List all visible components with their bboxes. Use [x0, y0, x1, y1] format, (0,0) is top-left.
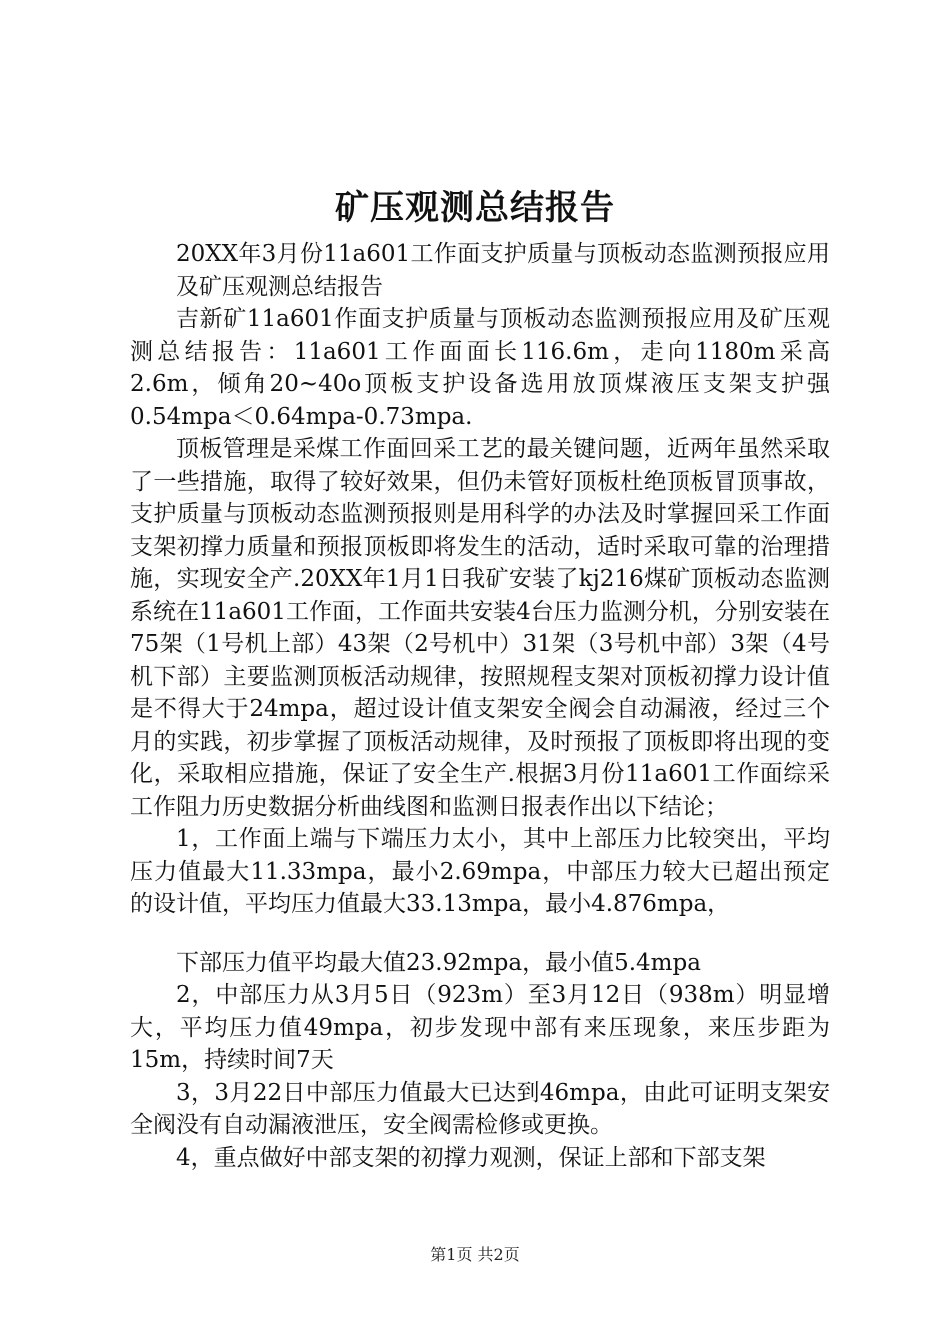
document-title: 矿压观测总结报告	[335, 188, 615, 228]
paragraph-roof-management: 顶板管理是采煤工作面回采工艺的最关键问题，近两年虽然采取了一些措施，取得了较好效果，但仍未管好顶板杜绝顶板冒顶事故，支护质量与顶板动态监测预报则是用科学的办法及时掌握回采工作面支架初撑力质量和预报顶板即将发生的活动，适时采取可靠的治理措施，实现安全产.20XX年1月1日我矿安装了kj216煤矿顶板动态监测系统在11a601工作面，工作面共安装4台压力监测分机，分别安装在75架（1号机上部）43架（2号机中）31架（3号机中部）3架（4号机下部）主要监测顶板活动规律，按照规程支架对顶板初撑力设计值是不得大于24mpa，超过设计值支架安全阀会自动漏液，经过三个月的实践，初步掌握了顶板活动规律，及时预报了顶板即将出现的变化，采取相应措施，保证了安全生产.根据3月份11a601工作面综采工作阻力历史数据分析曲线图和监测日报表作出以下结论；	[130, 436, 830, 820]
document-subtitle: 20XX年3月份11a601工作面支护质量与顶板动态监测预报应用及矿压观测总结报告	[176, 241, 830, 300]
paragraph-gap	[130, 921, 830, 947]
conclusion-item-3: 3，3月22日中部压力值最大已达到46mpa，由此可证明支架安全阀没有自动漏液泄压，安全阀需检修或更换。	[130, 1079, 830, 1138]
paragraph-intro: 吉新矿11a601作面支护质量与顶板动态监测预报应用及矿压观测总结报告：11a601工作面面长116.6m，走向1180m采高2.6m，倾角20~40o顶板支护设备选用放顶煤液压支架支护强0.54mpa＜0.64mpa-0.73mpa.	[130, 306, 830, 430]
conclusion-item-2: 2，中部压力从3月5日（923m）至3月12日（938m）明显增大，平均压力值49mpa，初步发现中部有来压现象，来压步距为15m，持续时间7天	[130, 982, 830, 1073]
conclusion-item-4: 4，重点做好中部支架的初撑力观测，保证上部和下部支架	[176, 1144, 766, 1171]
conclusion-item-1: 1，工作面上端与下端压力太小，其中上部压力比较突出，平均压力值最大11.33mpa，最小2.69mpa，中部压力较大已超出预定的设计值，平均压力值最大33.13mpa，最小4.876mpa，	[130, 826, 830, 917]
document-body	[130, 238, 830, 1174]
conclusion-item-1-continued: 下部压力值平均最大值23.92mpa，最小值5.4mpa	[176, 949, 701, 976]
page-footer: 第1页 共2页	[430, 1245, 520, 1264]
